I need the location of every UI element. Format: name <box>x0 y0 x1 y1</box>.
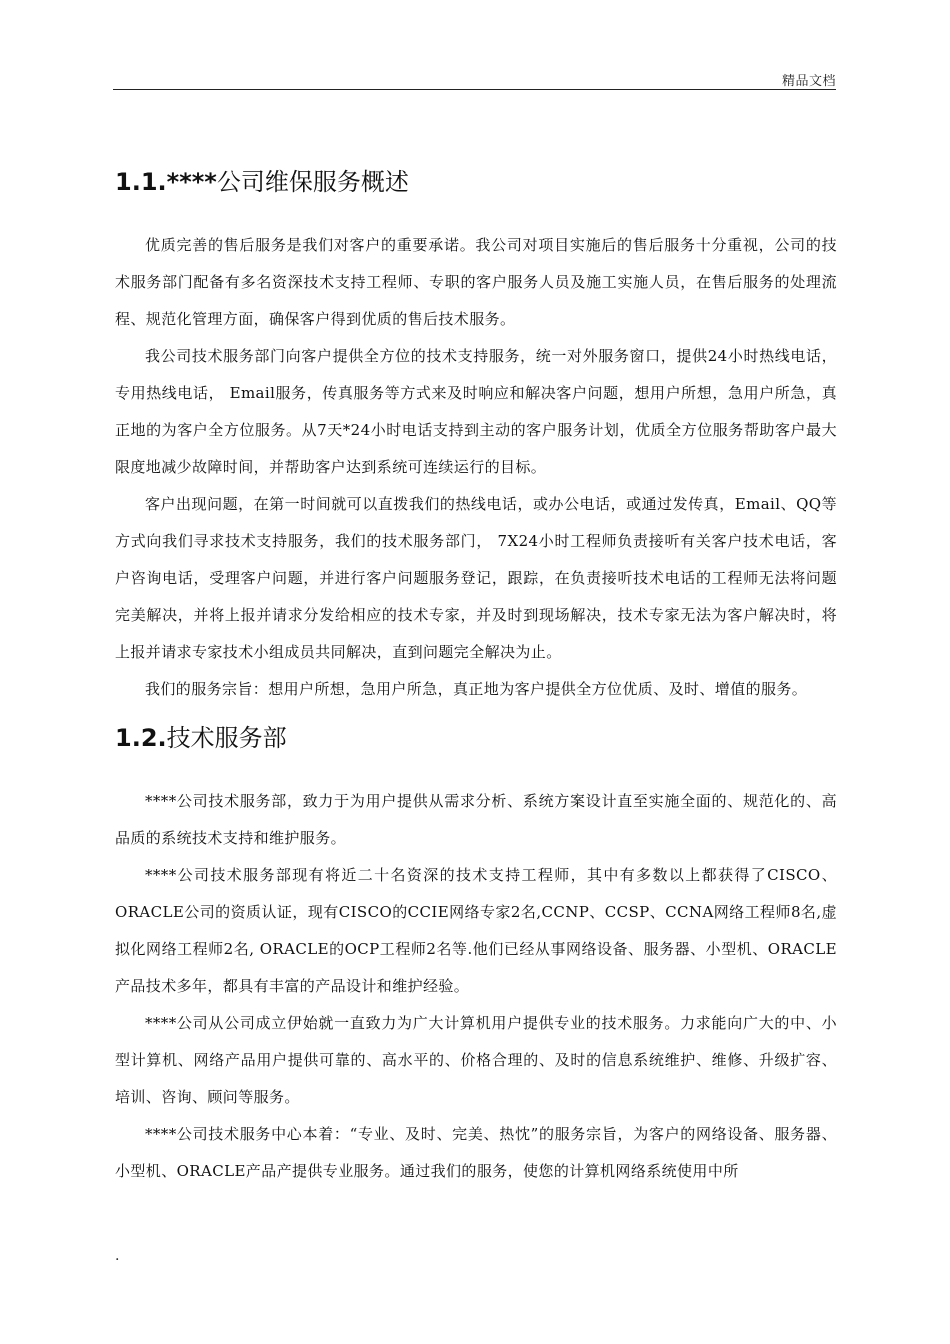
paragraph: ****公司技术服务中心本着：“专业、及时、完美、热忱”的服务宗旨，为客户的网络设备、服务器、小型机、ORACLE产品产提供专业服务。通过我们的服务，使您的计算机网络系统使用中所 <box>115 1125 837 1180</box>
paragraph: 优质完善的售后服务是我们对客户的重要承诺。我公司对项目实施后的售后服务十分重视，公司的技术服务部门配备有多名资深技术支持工程师、专职的客户服务人员及施工实施人员，在售后服务的处理流程、规范化管理方面，确保客户得到优质的售后技术服务。 <box>115 236 837 328</box>
paragraph: ****公司技术服务部现有将近二十名资深的技术支持工程师，其中有多数以上都获得了CISCO、ORACLE公司的资质认证，现有CISCO的CCIE网络专家2名,CCNP、CCSP、CCNA网络工程师8名,虚拟化网络工程师2名, ORACLE的OCP工程师2名等.他们已经从事网络设备、服务器、小型机、ORACLE产品技术多年，都具有丰富的产品设计和维护经验。 <box>115 866 837 995</box>
footer-mark: . <box>115 1248 120 1264</box>
section-heading-1-1 <box>115 162 837 202</box>
paragraph: ****公司从公司成立伊始就一直致力为广大计算机用户提供专业的技术服务。力求能向广大的中、小型计算机、网络产品用户提供可靠的、高水平的、价格合理的、及时的信息系统维护、维修、升级扩容、培训、咨询、顾问等服务。 <box>115 1014 837 1106</box>
page-header <box>113 66 836 90</box>
document-body <box>115 162 837 1190</box>
paragraph: 我公司技术服务部门向客户提供全方位的技术支持服务，统一对外服务窗口，提供24小时热线电话，专用热线电话， Email服务，传真服务等方式来及时响应和解决客户问题，想用户所想，急用户所急，真正地的为客户全方位服务。从7天*24小时电话支持到主动的客户服务计划，优质全方位服务帮助客户最大限度地减少故障时间，并帮助客户达到系统可连续运行的目标。 <box>115 347 837 476</box>
paragraph: ****公司技术服务部，致力于为用户提供从需求分析、系统方案设计直至实施全面的、规范化的、高品质的系统技术支持和维护服务。 <box>115 792 837 847</box>
section-heading-1-2 <box>115 718 837 758</box>
section-number: 1.1. <box>115 168 167 196</box>
section-title-prefix: **** <box>166 168 217 196</box>
section-number: 1.2. <box>115 724 167 752</box>
section-title: 技术服务部 <box>166 724 287 752</box>
paragraph: 我们的服务宗旨：想用户所想，急用户所急，真正地为客户提供全方位优质、及时、增值的服务。 <box>145 680 808 698</box>
section-title: 公司维保服务概述 <box>216 168 409 196</box>
header-label: 精品文档 <box>781 74 836 89</box>
paragraph: 客户出现问题，在第一时间就可以直拨我们的热线电话，或办公电话，或通过发传真，Email、QQ等方式向我们寻求技术支持服务，我们的技术服务部门， 7X24小时工程师负责接听有关客户技术电话，客户咨询电话，受理客户问题，并进行客户问题服务登记，跟踪，在负责接听技术电话的工程师无法将问题完美解决，并将上报并请求分发给相应的技术专家，并及时到现场解决，技术专家无法为客户解决时，将上报并请求专家技术小组成员共同解决，直到问题完全解决为止。 <box>115 495 837 661</box>
